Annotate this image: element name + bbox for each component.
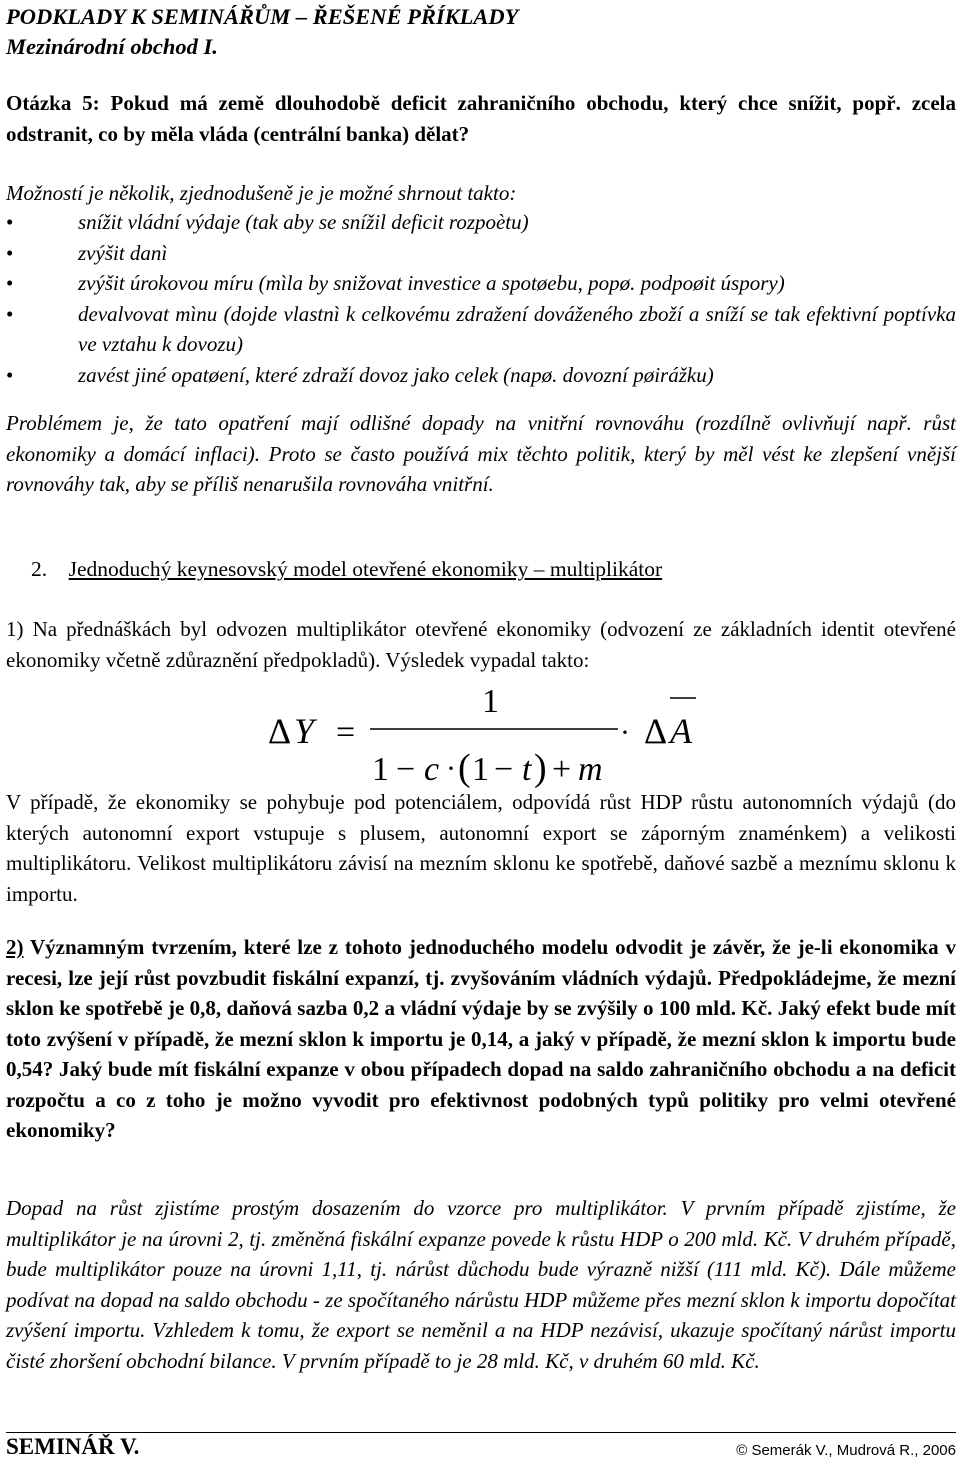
- den-paren-open: (: [458, 747, 471, 789]
- den-plus: +: [552, 751, 572, 788]
- point-2-label: 2): [6, 935, 24, 959]
- list-item: • zavést jiné opatøení, které zdraží dovoz jako celek (napø. dovozní pøirážku): [6, 360, 956, 391]
- point-2: [6, 932, 956, 1146]
- footer-seminar: SEMINÁŘ V.: [6, 1434, 140, 1459]
- list-item: • devalvovat mìnu (dojde vlastnì k celkovému zdražení dováženého zboží a sníží se tak efektivní poptívka ve vztahu k dovozu): [6, 299, 956, 360]
- den-paren-close: ): [534, 747, 547, 789]
- section-heading: [31, 557, 662, 582]
- list-item: • zvýšit danì: [6, 238, 956, 269]
- bullet-icon: •: [6, 362, 14, 387]
- footer-divider: [6, 1432, 956, 1433]
- bullet-icon: •: [6, 271, 14, 295]
- section-title: Jednoduchý keynesovský model otevřené ekonomiky – multiplikátor: [68, 557, 663, 581]
- options-list: [6, 207, 956, 390]
- equals-sign: =: [336, 714, 356, 751]
- den-dot: ·: [446, 752, 456, 785]
- answer-paragraph: Dopad na růst zjistíme prostým dosazením do vzorce pro multiplikátor. V prvním případě zjistíme, že multiplikátor je na úrovni 2, tj. změněná fiskální expanze povede k růstu HDP o 200 mld. Kč. V druhém případě, bude multiplikátor pouze na úrovni 1,11, tj. nárůst důchodu bude výrazně nižší (111 mld. Kč). Dále můžeme podívat na dopad na saldo obchodu - ze spočítaného nárůstu HDP můžeme přes mezní sklon k importu dopočítat zvýšení importu. Vzhledem k tomu, že export se neměnil a na HDP nezávisí, ukazuje spočítaný nárůst importu čisté zhoršení obchodní bilance. V prvním případě to je 28 mld. Kč, v druhém 60 mld. Kč.: [6, 1196, 956, 1373]
- bullet-icon: •: [6, 210, 14, 234]
- rhs-variable: A: [670, 711, 692, 751]
- multiplier-formula: [268, 680, 708, 790]
- list-item: • zvýšit úrokovou míru (mìla by snižovat investice a spotøebu, popø. podpoøit úspory): [6, 268, 956, 299]
- problem-paragraph: Problémem je, že tato opatření mají odlišné dopady na vnitřní rovnováhu (rozdílně ovlivňují např. růst ekonomiky a domácí inflaci). Proto se často používá mix těchto politik, který by měl vést ke zlepšení vnější rovnováhy tak, aby se příliš nenarušila rovnováha vnitřní.: [6, 411, 956, 496]
- document-title: PODKLADY K SEMINÁŘŮM – ŘEŠENÉ PŘÍKLADY: [6, 4, 519, 29]
- den-minus: −: [396, 751, 416, 788]
- options-intro: Možností je několik, zjednodušeně je je možné shrnout takto:: [6, 181, 517, 205]
- rhs-delta: Δ: [644, 711, 668, 751]
- section-number: 2.: [31, 557, 48, 581]
- lhs-variable: Y: [294, 711, 315, 751]
- den-minus-2: −: [494, 751, 514, 788]
- question-5: Otázka 5: Pokud má země dlouhodobě deficit zahraničního obchodu, který chce snížit, popř. zcela odstranit, co by měla vláda (centrální banka) dělat?: [6, 91, 956, 146]
- explanation-paragraph: V případě, že ekonomiky se pohybuje pod potenciálem, odpovídá růst HDP růstu autonomních výdajů (do kterých autonomní export vstupuje s plusem, autonomní export se záporným znaménkem) a velikosti multiplikátoru. Velikost multiplikátoru závisí na mezním sklonu ke spotřebě, daňové sazbě a meznímu sklonu k importu.: [6, 790, 956, 906]
- numerator: 1: [482, 683, 499, 720]
- bullet-icon: •: [6, 240, 14, 265]
- point-1: 1) Na přednáškách byl odvozen multiplikátor otevřené ekonomiky (odvození ze základních identit otevřené ekonomiky včetně zdůraznění předpokladů). Výsledek vypadal takto:: [6, 617, 956, 672]
- point-2-text: Významným tvrzením, které lze z tohoto jednoduchého modelu odvodit je závěr, že je-li ekonomika v recesi, lze její růst povzbudit fiskální expanzí, tj. zvyšováním vládních výdajů. Předpokládejme, že mezní sklon ke spotřebě je 0,8, daňová sazba 0,2 a vládní výdaje by se zvýšily o 100 mld. Kč. Jaký efekt bude mít toto zvýšení v případě, že mezní sklon k importu je 0,14, a jaký v případě, že mezní sklon k importu bude 0,54? Jaký bude mít fiskální expanze v obou případech dopad na saldo zahraničního obchodu a na deficit rozpočtu a co z toho je možno vyvodit pro efektivnost podobných typů politiky pro velmi otevřené ekonomiky?: [6, 935, 956, 1142]
- den-one-2: 1: [472, 751, 489, 788]
- formula-svg: [268, 680, 708, 790]
- course-name: Mezinárodní obchod I.: [6, 34, 218, 59]
- footer-copyright: © Semerák V., Mudrová R., 2006: [736, 1442, 956, 1459]
- den-one: 1: [372, 751, 389, 788]
- den-t: t: [522, 751, 532, 788]
- multiplication-dot: ·: [620, 716, 630, 749]
- den-m: m: [578, 751, 603, 788]
- den-c: c: [424, 751, 440, 788]
- bullet-icon: •: [6, 301, 14, 326]
- lhs-delta: Δ: [268, 711, 292, 751]
- list-item: • snížit vládní výdaje (tak aby se snížil deficit rozpoètu): [6, 207, 956, 238]
